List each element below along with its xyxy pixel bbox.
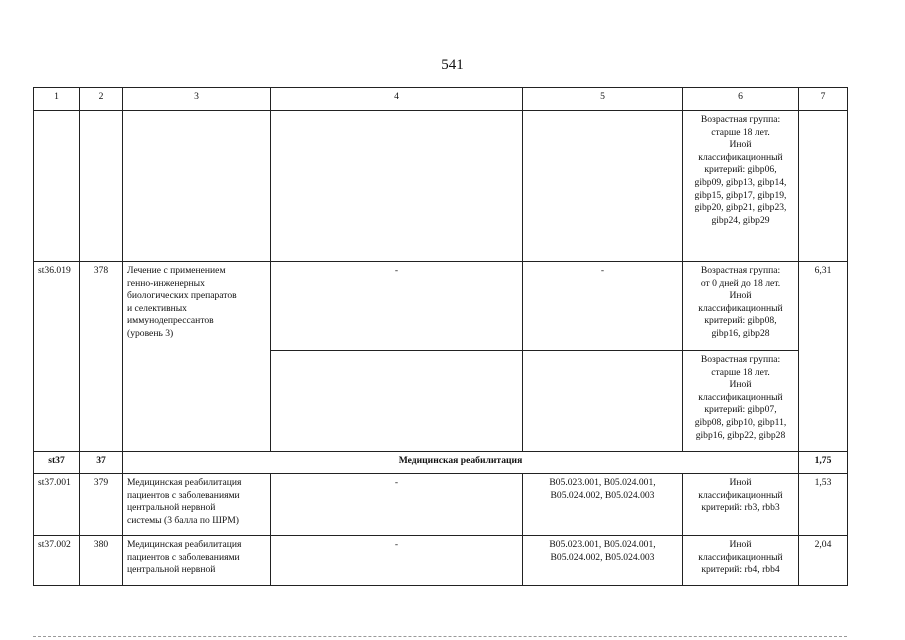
- header-cell: 1: [34, 88, 80, 111]
- service-codes: B05.023.001, B05.024.001, B05.024.002, B05.024.003: [523, 474, 683, 536]
- row-name: Лечение с применением генно-инженерных биологических препаратов и селективных иммунодепрессантов (уровень 3): [123, 262, 271, 452]
- service-codes: B05.023.001, B05.024.001, B05.024.002, B05.024.003: [523, 536, 683, 586]
- tariff-table: [33, 87, 848, 586]
- coefficient-cell: 1,75: [799, 452, 848, 474]
- header-cell: 6: [683, 88, 799, 111]
- criteria-cell: Возрастная группа: старше 18 лет. Иной классификационный критерий: gibp07, gibp08, gibp10, gibp11, gibp16, gibp22, gibp28: [683, 351, 799, 452]
- table-row: [34, 474, 848, 536]
- coefficient-cell: 2,04: [799, 536, 848, 586]
- row-code: st37.002: [34, 536, 80, 586]
- header-cell: 2: [80, 88, 123, 111]
- criteria-cell: Иной классификационный критерий: rb3, rbb3: [683, 474, 799, 536]
- row-number: 37: [80, 452, 123, 474]
- table-row: [34, 536, 848, 586]
- section-title: Медицинская реабилитация: [123, 452, 799, 474]
- row-number: 380: [80, 536, 123, 586]
- table-row: [34, 111, 848, 262]
- col4-cell: -: [271, 536, 523, 586]
- col4-cell: -: [271, 262, 523, 351]
- row-name: Медицинская реабилитация пациентов с заболеваниями центральной нервной: [123, 536, 271, 586]
- criteria-cell: Возрастная группа: старше 18 лет. Иной классификационный критерий: gibp06, gibp09, gibp13, gibp14, gibp15, gibp17, gibp19, gibp20, gibp21, gibp23, gibp24, gibp29: [683, 111, 799, 262]
- row-name: Медицинская реабилитация пациентов с заболеваниями центральной нервной системы (3 балла по ШРМ): [123, 474, 271, 536]
- col5-cell: -: [523, 262, 683, 351]
- section-row: [34, 452, 848, 474]
- row-code: st36.019: [34, 262, 80, 452]
- header-cell: 3: [123, 88, 271, 111]
- criteria-cell: Возрастная группа: от 0 дней до 18 лет. Иной классификационный критерий: gibp08, gibp16, gibp28: [683, 262, 799, 351]
- coefficient-cell: 6,31: [799, 262, 848, 452]
- col4-cell: -: [271, 474, 523, 536]
- coefficient-cell: 1,53: [799, 474, 848, 536]
- header-row: [34, 88, 848, 111]
- header-cell: 5: [523, 88, 683, 111]
- page-number: 541: [441, 57, 464, 73]
- header-cell: 4: [271, 88, 523, 111]
- criteria-cell: Иной классификационный критерий: rb4, rbb4: [683, 536, 799, 586]
- page-edge-line: [33, 636, 847, 637]
- row-code: st37: [34, 452, 80, 474]
- row-code: st37.001: [34, 474, 80, 536]
- row-number: 378: [80, 262, 123, 452]
- header-cell: 7: [799, 88, 848, 111]
- table-row: [34, 262, 848, 351]
- row-number: 379: [80, 474, 123, 536]
